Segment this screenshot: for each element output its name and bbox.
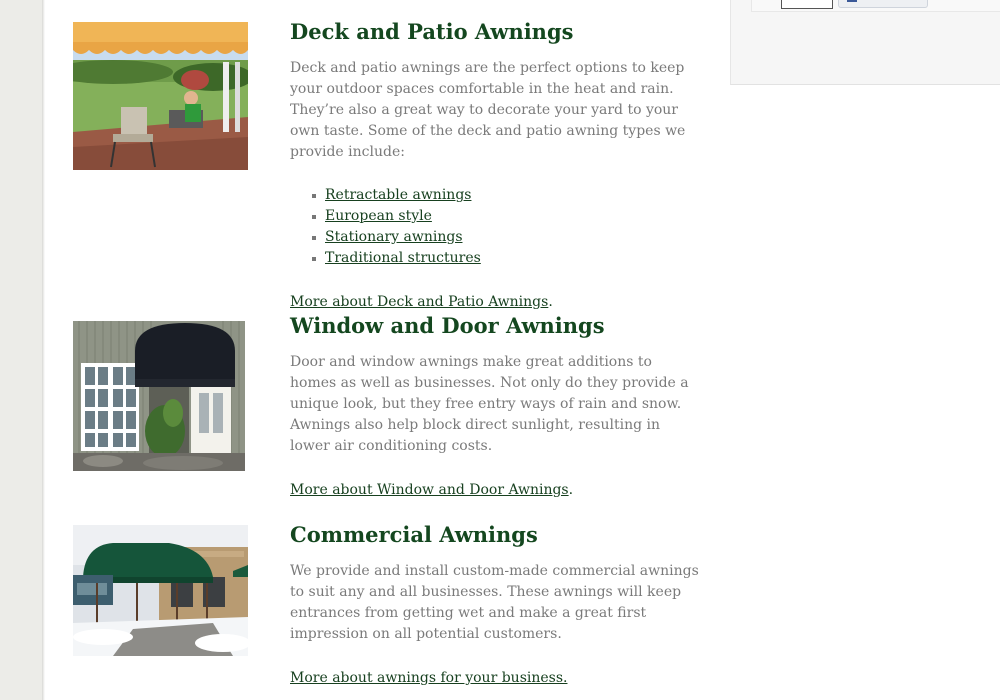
section-title: Deck and Patio Awnings <box>290 19 574 44</box>
more-window-door-link[interactable]: More about Window and Door Awnings <box>290 482 569 498</box>
more-link-line <box>290 480 700 501</box>
share-button[interactable] <box>781 0 833 9</box>
facebook-icon <box>847 0 857 2</box>
section-description: Door and window awnings make great additions to homes as well as businesses. Not only do they provide a unique look, but they free entry ways of rain and snow. Awnings also help block direct sunlight, resulting in lower air conditioning costs. <box>290 354 689 454</box>
section-description: We provide and install custom-made commercial awnings to suit any and all businesses. These awnings will keep entrances from getting wet and make a great first impression on all potential customers. <box>290 563 699 642</box>
more-deck-patio-link[interactable]: More about Deck and Patio Awnings <box>290 294 549 310</box>
more-link-line <box>290 668 700 689</box>
page-background-left <box>0 0 42 700</box>
content-edge-shadow <box>42 0 45 700</box>
more-suffix: . <box>568 482 574 498</box>
sidebar-widget <box>730 0 1000 85</box>
list-item <box>325 185 700 206</box>
facebook-like-button[interactable] <box>838 0 928 8</box>
list-item <box>325 227 700 248</box>
more-link-line <box>290 292 700 313</box>
commercial-photo <box>73 525 248 656</box>
list-item <box>325 248 700 269</box>
list-item <box>325 206 700 227</box>
link-european-style[interactable]: European style <box>325 208 432 224</box>
deck-patio-photo <box>73 22 248 170</box>
awning-types-list <box>290 185 700 269</box>
window-door-photo <box>73 321 245 471</box>
section-title: Window and Door Awnings <box>290 313 605 338</box>
link-traditional-structures[interactable]: Traditional structures <box>325 250 481 266</box>
social-bar <box>751 0 1000 12</box>
link-stationary-awnings[interactable]: Stationary awnings <box>325 229 463 245</box>
more-suffix: . <box>548 294 553 310</box>
link-retractable-awnings[interactable]: Retractable awnings <box>325 187 472 203</box>
more-commercial-link[interactable]: More about awnings for your business. <box>290 670 568 686</box>
section-description: Deck and patio awnings are the perfect options to keep your outdoor spaces comfortable in the heat and rain. They’re also a great way to decorate your yard to your own taste. Some of the deck and patio awning types we provide include: <box>290 60 686 160</box>
section-title: Commercial Awnings <box>290 522 538 547</box>
